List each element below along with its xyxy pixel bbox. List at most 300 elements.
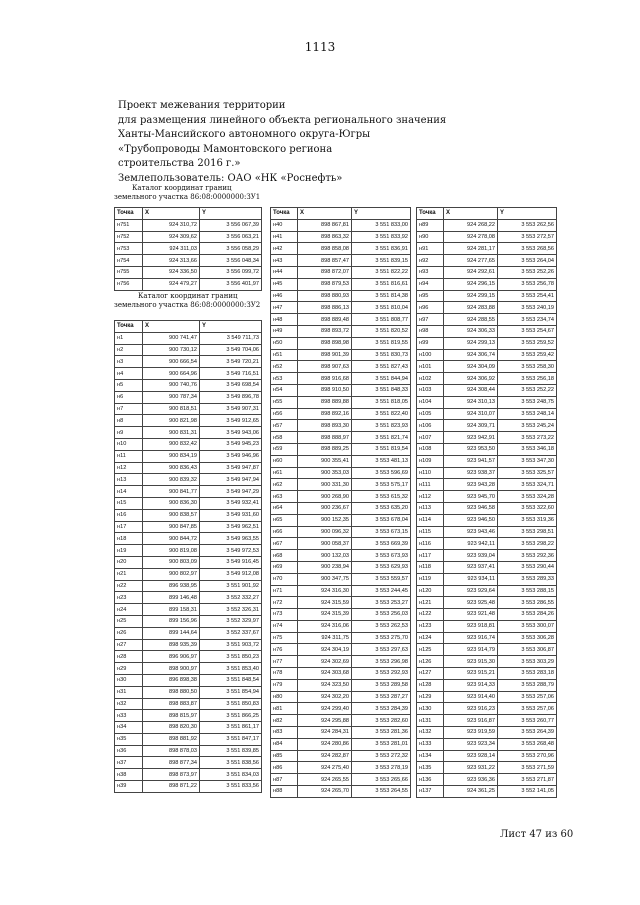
table-row xyxy=(115,745,262,757)
cell-x: 900 355,41 xyxy=(298,455,352,467)
cell-x: 899 144,64 xyxy=(143,627,200,639)
table-row xyxy=(271,668,411,680)
cell-y: 3 551 810,04 xyxy=(352,302,411,314)
table-row xyxy=(417,597,557,609)
cell-y: 3 553 253,27 xyxy=(352,597,411,609)
cell-x: 923 936,36 xyxy=(444,774,498,786)
cell-point: н84 xyxy=(271,738,298,750)
cell-x: 898 872,07 xyxy=(298,266,352,278)
table-row xyxy=(115,255,262,267)
cell-y: 3 553 268,56 xyxy=(498,243,557,255)
cell-point: н113 xyxy=(417,502,444,514)
cell-point: н108 xyxy=(417,443,444,455)
cell-y: 3 552 332,27 xyxy=(200,592,262,604)
cell-x: 924 278,08 xyxy=(444,231,498,243)
cell-y: 3 553 268,48 xyxy=(498,738,557,750)
cell-x: 924 311,75 xyxy=(298,632,352,644)
cell-y: 3 553 248,75 xyxy=(498,396,557,408)
cell-x: 900 331,30 xyxy=(298,479,352,491)
header-line: Проект межевания территории xyxy=(118,100,286,111)
cell-x: 924 309,71 xyxy=(444,420,498,432)
cell-point: н112 xyxy=(417,491,444,503)
cell-y: 3 553 260,77 xyxy=(498,715,557,727)
cell-x: 924 299,40 xyxy=(298,703,352,715)
cell-y: 3 551 827,43 xyxy=(352,361,411,373)
cell-y: 3 553 262,53 xyxy=(352,620,411,632)
cell-y: 3 552 141,05 xyxy=(498,786,557,798)
cell-y: 3 553 306,87 xyxy=(498,644,557,656)
cell-y: 3 549 947,94 xyxy=(200,474,262,486)
cell-point: н110 xyxy=(417,467,444,479)
cell-x: 900 741,47 xyxy=(143,332,200,344)
cell-point: н28 xyxy=(115,651,143,663)
cell-x: 923 916,74 xyxy=(444,632,498,644)
table-row xyxy=(417,408,557,420)
cell-point: н107 xyxy=(417,432,444,444)
cell-x: 924 265,55 xyxy=(298,774,352,786)
table-row xyxy=(271,467,411,479)
cell-x: 923 937,41 xyxy=(444,561,498,573)
table-row xyxy=(115,356,262,368)
table-row xyxy=(417,774,557,786)
cell-y: 3 553 303,29 xyxy=(498,656,557,668)
cell-x: 923 915,30 xyxy=(444,656,498,668)
cell-x: 924 310,07 xyxy=(444,408,498,420)
cell-y: 3 549 943,06 xyxy=(200,427,262,439)
cell-y: 3 553 289,33 xyxy=(498,573,557,585)
cell-y: 3 549 912,65 xyxy=(200,415,262,427)
cell-x: 896 898,38 xyxy=(143,674,200,686)
cell-y: 3 553 275,70 xyxy=(352,632,411,644)
table-row xyxy=(271,750,411,762)
cell-point: н104 xyxy=(417,396,444,408)
cell-point: н11 xyxy=(115,450,143,462)
cell-point: н118 xyxy=(417,561,444,573)
cell-x: 923 923,34 xyxy=(444,738,498,750)
cell-point: н76 xyxy=(271,644,298,656)
cell-x: 900 787,34 xyxy=(143,391,200,403)
cell-y: 3 549 912,08 xyxy=(200,568,262,580)
cell-y: 3 553 282,60 xyxy=(352,715,411,727)
table-row xyxy=(115,674,262,686)
table-row xyxy=(417,762,557,774)
table-row xyxy=(115,379,262,391)
cell-x: 900 238,94 xyxy=(298,561,352,573)
cell-point: н125 xyxy=(417,644,444,656)
cell-x: 924 268,22 xyxy=(444,219,498,231)
cell-point: н65 xyxy=(271,514,298,526)
table-row xyxy=(417,691,557,703)
cell-point: н15 xyxy=(115,497,143,509)
table-row xyxy=(417,668,557,680)
cell-y: 3 553 292,36 xyxy=(498,550,557,562)
cell-x: 898 873,97 xyxy=(143,769,200,781)
cell-x: 924 281,17 xyxy=(444,243,498,255)
table-row xyxy=(417,620,557,632)
cell-point: н22 xyxy=(115,580,143,592)
cell-point: н95 xyxy=(417,290,444,302)
cell-x: 923 946,50 xyxy=(444,514,498,526)
cell-point: н41 xyxy=(271,231,298,243)
cell-x: 900 844,72 xyxy=(143,533,200,545)
cell-y: 3 553 240,19 xyxy=(498,302,557,314)
cell-y: 3 553 265,66 xyxy=(352,774,411,786)
cell-x: 923 916,23 xyxy=(444,703,498,715)
cell-y: 3 553 278,19 xyxy=(352,762,411,774)
table-row xyxy=(271,738,411,750)
cell-y: 3 553 481,13 xyxy=(352,455,411,467)
cell-y: 3 553 575,17 xyxy=(352,479,411,491)
cell-point: н105 xyxy=(417,408,444,420)
table-row xyxy=(271,526,411,538)
cell-y: 3 551 848,54 xyxy=(200,674,262,686)
cell-y: 3 553 297,63 xyxy=(352,644,411,656)
header-line: Ханты-Мансийского автономного округа-Югры xyxy=(118,129,371,141)
cell-x: 898 889,25 xyxy=(298,443,352,455)
cell-x: 923 942,91 xyxy=(444,432,498,444)
table-row xyxy=(417,715,557,727)
table-row xyxy=(271,384,411,396)
catalog2-caption-line1: Каталог координат границ xyxy=(138,292,238,300)
table-row xyxy=(417,526,557,538)
cell-y: 3 553 635,20 xyxy=(352,502,411,514)
cell-y: 3 551 814,38 xyxy=(352,290,411,302)
cell-point: н64 xyxy=(271,502,298,514)
cell-point: н124 xyxy=(417,632,444,644)
cell-x: 900 821,98 xyxy=(143,415,200,427)
cell-y: 3 553 629,93 xyxy=(352,561,411,573)
table-row xyxy=(115,604,262,616)
cell-point: н54 xyxy=(271,384,298,396)
table-row xyxy=(417,750,557,762)
cell-y: 3 553 281,36 xyxy=(352,727,411,739)
table-row xyxy=(271,679,411,691)
cell-x: 900 836,43 xyxy=(143,462,200,474)
table-row xyxy=(271,502,411,514)
table-row xyxy=(271,337,411,349)
cell-x: 923 941,57 xyxy=(444,455,498,467)
cell-y: 3 551 823,93 xyxy=(352,420,411,432)
cell-x: 923 914,33 xyxy=(444,679,498,691)
cell-x: 924 283,88 xyxy=(444,302,498,314)
table-row xyxy=(271,620,411,632)
cell-x: 924 302,69 xyxy=(298,656,352,668)
sheet-label: Лист 47 из 60 xyxy=(500,829,574,840)
table-row xyxy=(271,373,411,385)
catalog1-caption-line1: Каталог координат границ xyxy=(132,184,232,192)
cell-point: н12 xyxy=(115,462,143,474)
catalog1-caption xyxy=(114,184,261,202)
table-row xyxy=(271,691,411,703)
cell-x: 898 892,16 xyxy=(298,408,352,420)
table-row xyxy=(115,403,262,415)
table-row xyxy=(115,427,262,439)
cell-x: 923 919,59 xyxy=(444,727,498,739)
cell-x: 924 275,40 xyxy=(298,762,352,774)
cell-y: 3 553 300,07 xyxy=(498,620,557,632)
cell-y: 3 553 258,30 xyxy=(498,361,557,373)
column-header-point: Точка xyxy=(271,208,298,220)
cell-point: н136 xyxy=(417,774,444,786)
cell-y: 3 553 559,57 xyxy=(352,573,411,585)
cell-y: 3 556 099,72 xyxy=(200,266,262,278)
table-row xyxy=(271,420,411,432)
cell-point: н16 xyxy=(115,509,143,521)
cell-y: 3 551 848,33 xyxy=(352,384,411,396)
cell-y: 3 551 861,17 xyxy=(200,722,262,734)
cell-y: 3 553 324,71 xyxy=(498,479,557,491)
cell-y: 3 553 234,74 xyxy=(498,314,557,326)
cell-x: 900 836,30 xyxy=(143,497,200,509)
cell-y: 3 553 270,96 xyxy=(498,750,557,762)
cell-y: 3 551 833,00 xyxy=(352,219,411,231)
cell-point: н45 xyxy=(271,278,298,290)
table-row xyxy=(417,219,557,231)
table-row xyxy=(417,738,557,750)
cell-point: н132 xyxy=(417,727,444,739)
cell-y: 3 551 839,85 xyxy=(200,745,262,757)
cell-x: 923 945,70 xyxy=(444,491,498,503)
cell-x: 898 878,03 xyxy=(143,745,200,757)
table-row xyxy=(271,727,411,739)
cell-x: 924 303,68 xyxy=(298,668,352,680)
cell-x: 898 858,08 xyxy=(298,243,352,255)
cell-x: 898 871,22 xyxy=(143,781,200,793)
cell-x: 924 265,70 xyxy=(298,786,352,798)
table-header-row xyxy=(115,208,262,220)
cell-point: н18 xyxy=(115,533,143,545)
cell-point: н134 xyxy=(417,750,444,762)
cell-point: н131 xyxy=(417,715,444,727)
cell-x: 898 910,50 xyxy=(298,384,352,396)
table-row xyxy=(271,278,411,290)
cell-y: 3 553 257,06 xyxy=(498,703,557,715)
table-row xyxy=(115,556,262,568)
cell-y: 3 549 896,78 xyxy=(200,391,262,403)
cell-y: 3 553 271,59 xyxy=(498,762,557,774)
table-row xyxy=(271,656,411,668)
table-row xyxy=(271,514,411,526)
cell-point: н88 xyxy=(271,786,298,798)
cell-x: 898 863,32 xyxy=(298,231,352,243)
cell-x: 923 921,48 xyxy=(444,609,498,621)
table-row xyxy=(271,762,411,774)
table-row xyxy=(115,462,262,474)
cell-y: 3 553 256,03 xyxy=(352,609,411,621)
cell-point: н8 xyxy=(115,415,143,427)
cell-x: 924 292,61 xyxy=(444,266,498,278)
cell-y: 3 553 284,39 xyxy=(352,703,411,715)
table-row xyxy=(417,502,557,514)
cell-point: н73 xyxy=(271,609,298,621)
cell-x: 900 236,67 xyxy=(298,502,352,514)
cell-y: 3 552 326,31 xyxy=(200,604,262,616)
cell-y: 3 556 401,97 xyxy=(200,278,262,290)
cell-y: 3 551 820,52 xyxy=(352,325,411,337)
table-row xyxy=(271,479,411,491)
table-row xyxy=(417,679,557,691)
table-row xyxy=(417,479,557,491)
table-row xyxy=(417,325,557,337)
cell-y: 3 553 346,18 xyxy=(498,443,557,455)
cell-x: 923 916,87 xyxy=(444,715,498,727)
table-row xyxy=(115,545,262,557)
table-row xyxy=(417,538,557,550)
cell-x: 923 943,28 xyxy=(444,479,498,491)
cell-x: 924 309,62 xyxy=(143,231,200,243)
cell-point: н55 xyxy=(271,396,298,408)
cell-point: н35 xyxy=(115,733,143,745)
cell-y: 3 549 963,55 xyxy=(200,533,262,545)
cell-y: 3 553 272,32 xyxy=(352,750,411,762)
table-row xyxy=(271,396,411,408)
cell-x: 896 906,97 xyxy=(143,651,200,663)
cell-point: н1 xyxy=(115,332,143,344)
cell-y: 3 553 245,24 xyxy=(498,420,557,432)
cell-y: 3 553 252,26 xyxy=(498,266,557,278)
cell-x: 923 914,40 xyxy=(444,691,498,703)
cell-x: 924 304,19 xyxy=(298,644,352,656)
cell-point: н130 xyxy=(417,703,444,715)
cell-point: н52 xyxy=(271,361,298,373)
cell-y: 3 553 347,30 xyxy=(498,455,557,467)
table-row xyxy=(115,580,262,592)
table-row xyxy=(115,651,262,663)
table-row xyxy=(115,568,262,580)
cell-x: 898 886,13 xyxy=(298,302,352,314)
cell-point: н129 xyxy=(417,691,444,703)
cell-point: н70 xyxy=(271,573,298,585)
cell-point: н122 xyxy=(417,609,444,621)
cell-x: 899 156,96 xyxy=(143,615,200,627)
table-row xyxy=(271,644,411,656)
cell-x: 924 295,88 xyxy=(298,715,352,727)
cell-point: н57 xyxy=(271,420,298,432)
table-header-row xyxy=(115,321,262,333)
table-row xyxy=(271,455,411,467)
table-row xyxy=(271,219,411,231)
column-header-y: Y xyxy=(498,208,557,220)
cell-point: н17 xyxy=(115,521,143,533)
column-header-point: Точка xyxy=(115,321,143,333)
cell-point: н30 xyxy=(115,674,143,686)
cell-point: н42 xyxy=(271,243,298,255)
table-row xyxy=(115,509,262,521)
cell-point: н72 xyxy=(271,597,298,609)
cell-y: 3 553 257,06 xyxy=(498,691,557,703)
cell-y: 3 551 839,15 xyxy=(352,255,411,267)
cell-point: н98 xyxy=(417,325,444,337)
table-row xyxy=(115,592,262,604)
cell-y: 3 553 673,15 xyxy=(352,526,411,538)
cell-x: 898 888,97 xyxy=(298,432,352,444)
cell-x: 923 953,50 xyxy=(444,443,498,455)
cell-y: 3 553 259,52 xyxy=(498,337,557,349)
table-row xyxy=(271,361,411,373)
cell-x: 900 152,35 xyxy=(298,514,352,526)
table-row xyxy=(417,727,557,739)
cell-point: н135 xyxy=(417,762,444,774)
table-row xyxy=(417,432,557,444)
table-row xyxy=(271,786,411,798)
cell-y: 3 551 830,73 xyxy=(352,349,411,361)
cell-x: 900 730,12 xyxy=(143,344,200,356)
cell-y: 3 553 244,45 xyxy=(352,585,411,597)
cell-y: 3 553 259,42 xyxy=(498,349,557,361)
cell-x: 924 288,55 xyxy=(444,314,498,326)
cell-point: н133 xyxy=(417,738,444,750)
cell-point: н87 xyxy=(271,774,298,786)
cell-y: 3 553 254,67 xyxy=(498,325,557,337)
cell-x: 923 929,64 xyxy=(444,585,498,597)
table-row xyxy=(417,455,557,467)
cell-y: 3 549 947,87 xyxy=(200,462,262,474)
table-row xyxy=(115,243,262,255)
cell-y: 3 556 048,34 xyxy=(200,255,262,267)
table-row xyxy=(417,443,557,455)
cell-y: 3 551 833,92 xyxy=(352,231,411,243)
cell-x: 924 308,44 xyxy=(444,384,498,396)
table-row xyxy=(417,302,557,314)
table-row xyxy=(115,781,262,793)
cell-point: н119 xyxy=(417,573,444,585)
cell-x: 924 310,72 xyxy=(143,219,200,231)
cell-y: 3 553 254,41 xyxy=(498,290,557,302)
cell-point: н48 xyxy=(271,314,298,326)
cell-point: н94 xyxy=(417,278,444,290)
cell-x: 924 306,92 xyxy=(444,373,498,385)
table-row xyxy=(417,609,557,621)
table-row xyxy=(417,550,557,562)
cell-y: 3 553 669,39 xyxy=(352,538,411,550)
table-row xyxy=(271,349,411,361)
table-row xyxy=(417,786,557,798)
cell-x: 898 901,39 xyxy=(298,349,352,361)
cell-point: н74 xyxy=(271,620,298,632)
cell-x: 924 311,03 xyxy=(143,243,200,255)
cell-point: н85 xyxy=(271,750,298,762)
cell-x: 898 893,72 xyxy=(298,325,352,337)
cell-y: 3 549 947,29 xyxy=(200,486,262,498)
cell-point: н82 xyxy=(271,715,298,727)
cell-y: 3 553 292,93 xyxy=(352,668,411,680)
cell-point: н31 xyxy=(115,686,143,698)
cell-x: 924 277,65 xyxy=(444,255,498,267)
cell-point: н77 xyxy=(271,656,298,668)
column-header-point: Точка xyxy=(417,208,444,220)
cell-point: н7 xyxy=(115,403,143,415)
table-row xyxy=(271,255,411,267)
cell-y: 3 551 850,83 xyxy=(200,698,262,710)
cell-point: н32 xyxy=(115,698,143,710)
table-row xyxy=(271,774,411,786)
cell-y: 3 552 337,67 xyxy=(200,627,262,639)
cell-point: н51 xyxy=(271,349,298,361)
cell-point: н109 xyxy=(417,455,444,467)
cell-point: н5 xyxy=(115,379,143,391)
column-header-point: Точка xyxy=(115,208,143,220)
cell-y: 3 553 325,57 xyxy=(498,467,557,479)
cell-y: 3 551 866,25 xyxy=(200,710,262,722)
cell-point: н44 xyxy=(271,266,298,278)
table-row xyxy=(115,450,262,462)
cell-point: н43 xyxy=(271,255,298,267)
table-row xyxy=(417,632,557,644)
cell-x: 900 096,32 xyxy=(298,526,352,538)
cell-x: 924 284,31 xyxy=(298,727,352,739)
table-row xyxy=(271,491,411,503)
table-row xyxy=(417,491,557,503)
